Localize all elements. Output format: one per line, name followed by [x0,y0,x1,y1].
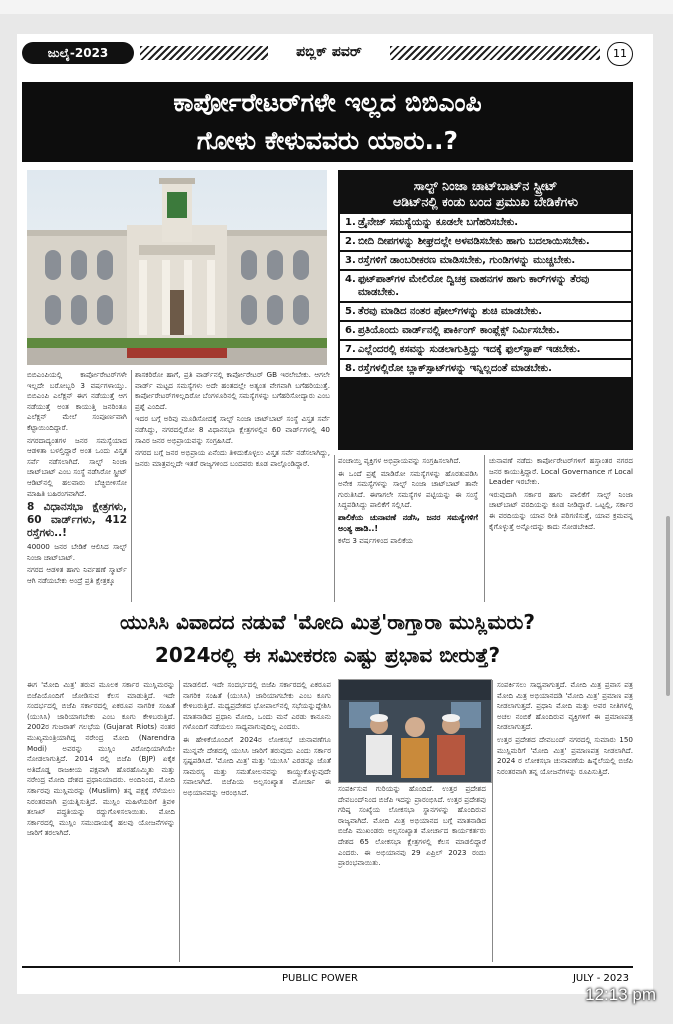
top-status-strip [0,0,673,14]
second-headline [22,606,633,676]
main-headline-line2: ಗೋಳು ಕೇಳುವವರು ಯಾರು..? [196,126,459,155]
demand-item: 5. ತೆರವು ಮಾಡಿದ ನಂತರ ಪೋಲ್‌ಗಳನ್ನು ಶುಚಿ ಮಾಡಬೇಕು. [340,303,631,320]
column-divider [334,455,335,602]
column-divider [484,455,485,602]
article2-paragraph: ಮಾಡಲಿದೆ. ಇದೇ ಸಂದರ್ಭದಲ್ಲಿ ಬಿಜೆಪಿ ಸರ್ಕಾರದಲ್ಲಿ ಏಕರೂಪ ನಾಗರಿಕ ಸಂಹಿತೆ (ಯುಸಿಸಿ) ಜಾರಿಯಾಗಬೇಕು ಎಂಬ ಕೂಗು ಕೇಳಿಬರುತ್ತಿದೆ. ಮಧ್ಯಪ್ರದೇಶದ ಭೋಪಾಲ್‌ನಲ್ಲಿ ಸಭೆಯನ್ನುದ್ದೇಶಿಸಿ ಮಾತನಾಡಿದ ಪ್ರಧಾನಿ ಮೋದಿ, ಒಂದು ಮನೆ ಎರಡು ಕಾನೂನು ಗಳೊಂದಿಗೆ ನಡೆಯಲು ಸಾಧ್ಯವಾಗುವುದಿಲ್ಲ ಎಂದರು. [183,680,331,732]
article1-paragraph: ಪಂಚಾಯ್ತಿ ವ್ಯಕ್ತಿಗಳ ಅಭಿಪ್ರಾಯವನ್ನು ಸಂಗ್ರಹಿಸಲಾಗಿದೆ. [338,456,461,465]
article1-paragraph: ಕಳೆದ 3 ವರ್ಷಗಳಿಂದ ಪಾಲಿಕೆಯ [338,536,414,546]
article1-paragraph: 40000 ಜನರ ಬೇಡಿಕೆ ಆಲಿಸಿದ ಸಾಲ್ಟ್ ನಿಂಜಾ ಚಾಟ್‌ಬಾಟ್. [27,542,127,562]
demands-box-title-line1: ಸಾಲ್ಟ್ ನಿಂಜಾ ಚಾಟ್‌ಬಾಟ್‌ನ ಸ್ಟ್ರೀಟ್ [413,178,558,193]
hatch-decoration-left [140,46,268,60]
article1-column1 [27,370,127,602]
demand-item: 7. ಎಲ್ಲೆಂದರಲ್ಲಿ ಕಸವನ್ನು ಸುಡಲಾಗುತ್ತಿದ್ದು ಇದಕ್ಕೆ ಫುಲ್‌ಸ್ಟಾಪ್ ಇಡಬೇಕು. [340,341,631,358]
page-footer [22,966,633,992]
article2-paragraph: ಸಂಪರ್ಕಿಸಲು ಸಾಧ್ಯವಾಗುತ್ತದೆ. ಮೋದಿ ಮಿತ್ರ ಪ್ರವಾಸ ಪತ್ರ ಮೋದಿ ಮಿತ್ರ ಅಭಿಯಾನದಡಿ 'ಮೋದಿ ಮಿತ್ರ' ಪ್ರಮಾಣ ಪತ್ರ ನೀಡಲಾಗುತ್ತದೆ. ಪ್ರಧಾನಿ ಮೋದಿ ಮತ್ತು ಅವರ ನೀತಿಗಳಲ್ಲಿ ಅಚಲ ನಂಬಿಕೆ ಹೊಂದಿರುವ ವ್ಯಕ್ತಿಗಳಿಗೆ ಈ ಪ್ರಮಾಣಪತ್ರ ನೀಡಲಾಗುತ್ತದೆ. [497,680,633,732]
article1-subhead: ಪಾಲಿಕೆಯ ಚುನಾವಣೆ ನಡೆಸಿ, ಜನರ ಸಮಸ್ಯೆಗಳಿಗೆ ಅಂತ್ಯ ಹಾಡಿ..! [338,512,478,533]
demands-list [340,214,631,377]
article1-paragraph: ಬಿಬಿಎಂಪಿಯಲ್ಲಿ ಕಾರ್ಪೋರೇಟರ್‌ಗಳೇ ಇಲ್ಲದೇ ಬರೋಬ್ಬರಿ 3 ವರ್ಷಗಳಾಯ್ತು. ಬಿಬಿಎಂಪಿ ಎಲೆಕ್ಷನ್ ಈಗ ನಡೆಯುತ್ತೆ ಆಗ ನಡೆಯುತ್ತೆ ಅಂತ ಕಾಯುತ್ತಿ ಜನರಿಂತೂ ಎಲೆಕ್ಷನ್ ಮೇಲೆ ಸಂಪೂರ್ಣವಾಗಿ ಕೆಟ್ಟಾಯಿಂದಿದ್ದಾರೆ. [27,370,127,432]
article1-paragraph: ಇರುವುದಾಗಿ ಸರ್ಕಾರ ಹಾಗು ಪಾಲಿಕೆಗೆ ಸಾಲ್ಟ್ ನಿಂಜಾ ಚಾಟ್‌ಬಾಟ್ ವರದಿಯನ್ನು ಕೂಡ ನೀಡಿದ್ದಾರೆ. ಒಟ್ಟಲ್ಲಿ, ಸರ್ಕಾರ ಈ ವರದಿಯನ್ನು ಯಾವ ರೀತಿ ಪರಿಗಣಿಸುತ್ತೆ, ಯಾವ ಕ್ರಮವನ್ನ ಕೈಗೊಳ್ಳುತ್ತೆ ಅನ್ನೋದನ್ನು ಕಾದು ನೋಡಬೇಕಿದೆ. [489,489,633,531]
footer-date: JULY - 2023 [572,973,629,984]
article1-paragraph: ಶಾಸಕರಿರೋ ಹಾಗೆ, ಪ್ರತಿ ವಾರ್ಡ್‌ನಲ್ಲಿ ಕಾರ್ಪೋರೇಟರ್ GB ಇರಲೇಬೇಕು. ಆಗಲೇ ವಾರ್ಡ್ ಮಟ್ಟದ ಸಮಸ್ಯೆಗಳು ಅದೇ ಹಂತದಲ್ಲೇ ಅತ್ಯಂತ ವೇಗವಾಗಿ ಬಗೆಹರಿಯುತ್ತೆ. ಕಾರ್ಪೋರೇಟರ್‌ಗಳಿಲ್ಲದಿರೋ ಬೆಂಗಳೂರಿನಲ್ಲಿ ಸಮಸ್ಯೆಗಳನ್ನು ಬಗೆಹರಿಸೋದ್ಯಾರು ಎಂಬ ಪ್ರಶ್ನೆ ಎಂದಿದೆ. [135,370,330,411]
article2-column4 [497,680,633,962]
article1-paragraph: ಇದರ ಬಗ್ಗೆ ಅರಿವು ಮೂಡಿಸೋದಕ್ಕೆ ಸಾಲ್ಟ್ ನಿಂಜಾ ಚಾಟ್‌ಬಾಟ್ ಸಂಸ್ಥೆ ವಿಸ್ತೃತ ಸರ್ವೆ ನಡೆಸಿದ್ದು, ನಗರದಲ್ಲಿರೋ 8 ವಿಧಾನಸಭಾ ಕ್ಷೇತ್ರಗಳಲ್ಲಿನ 60 ವಾರ್ಡ್‌ಗಳಲ್ಲಿ 40 ಸಾವಿರ ಜನರ ಅಭಿಪ್ರಾಯವನ್ನು ಸಂಗ್ರಹಿಸಿದೆ. [135,414,330,445]
article2-paragraph: ಈಗ 'ಮೋದಿ ಮಿತ್ರ' ತರುವ ಮೂಲಕ ಸರ್ಕಾರ ಮುಸ್ಲಿಮರನ್ನು ಬಿಜೆಪಿಯೊಂದಿಗೆ ಜೋಡಿಸುವ ಕೆಲಸ ಮಾಡುತ್ತಿದೆ. ಇದೇ ಸಂದರ್ಭದಲ್ಲಿ ಬಿಜೆಪಿ ಸರ್ಕಾರದಲ್ಲಿ ಏಕರೂಪ ನಾಗರಿಕ ಸಂಹಿತೆ (ಯುಸಿಸಿ) ಜಾರಿಯಾಗಬೇಕು ಎಂಬ ಕೂಗು ಕೇಳಿಬರುತ್ತಿದೆ. 2002ರ ಗುಜರಾತ್ ಗಲಭೆಯ (Gujarat Riots) ನಂತರ ಮುಖ್ಯಮಂತ್ರಿಯಾಗಿದ್ದ ನರೇಂದ್ರ ಮೋದಿ (Narendra Modi) ಅವರನ್ನು ಮುಸ್ಲಿಂ ವಿರೋಧಿಯಾಗಿಯೇ ನೋಡಲಾಗುತ್ತಿದೆ. 2014 ರಲ್ಲಿ ಬಿಜೆಪಿ (BJP) ಏಕೈಕ ಅತಿದೊಡ್ಡ ರಾಜಕೀಯ ಪಕ್ಷವಾಗಿ ಹೊರಹೊಮ್ಮಿತು ಮತ್ತು ನರೇಂದ್ರ ಮೋದಿ ದೇಶದ ಪ್ರಧಾನಿಯಾದರು. ಅಂದಿನಿಂದ, ಮೋದಿ ಸರ್ಕಾರವು ಮುಸ್ಲಿಮರನ್ನು (Muslim) ತನ್ನ ಪಕ್ಷಕ್ಕೆ ಸೆಳೆಯಲು ನಿರಂತರವಾಗಿ ಪ್ರಯತ್ನಿಸುತ್ತಿದೆ. ಮುಸ್ಲಿಂ ಮಹಿಳೆಯರಿಗೆ ತ್ರಿವಳಿ ತಲಾಖ್ ಪದ್ಧತಿಯನ್ನು ರದ್ದುಗೊಳಿಸಲಾಯಿತು. ಮೋದಿ ಸರ್ಕಾರದಲ್ಲಿ ಮುಸ್ಲಿಂ ಸಮುದಾಯಕ್ಕೆ ಹಲವು ಯೋಜನೆಗಳನ್ನು ಜಾರಿಗೆ ತರಲಾಗಿದೆ. [27,680,175,838]
demand-item: 6. ಪ್ರತಿಯೊಂದು ವಾರ್ಡ್‌ನಲ್ಲಿ ಪಾರ್ಕಿಂಗ್ ಕಾಂಪ್ಲೆಕ್ಸ್ ನಿರ್ಮಿಸಬೇಕು. [340,322,631,339]
column-divider [131,370,132,602]
modi-meeting-illustration [339,680,491,782]
article1-column2 [135,370,330,602]
demands-box-title [340,172,631,212]
article1-paragraph: ನಗರದ ಬಗ್ಗೆ ಜನರ ಅಭಿಪ್ರಾಯ ಏನೆಂದು ತಿಳಿದುಕೊಳ್ಳಲು ವಿಸ್ತೃತ ಸರ್ವೆ ನಡೆಸಲಾಗಿದ್ದು, ಜನರು ಮಾತ್ರವಲ್ಲದೇ ಇತರೆ ರಾಜ್ಯಗಳಿಂದ ಬಂದವರು ಕೂಡ ಪಾಲ್ಗೊಂಡಿದ್ದಾರೆ. [135,448,330,468]
modi-meeting-photo [338,679,492,783]
article2-paragraph: ಸಂಪರ್ಕಿಸುವ ಗುರಿಯನ್ನು ಹೊಂದಿದೆ. ಉತ್ತರ ಪ್ರದೇಶದ ದೇವಬಂದ್‌ನಿಂದ ಬಿಜೆಪಿ ಇದನ್ನು ಪ್ರಾರಂಭಿಸಿದೆ. ಉತ್ತರ ಪ್ರದೇಶವು ಗರಿಷ್ಠ ಸಂಖ್ಯೆಯ ಲೋಕಸಭಾ ಸ್ಥಾನಗಳನ್ನು ಹೊಂದಿರುವ ರಾಜ್ಯವಾಗಿದೆ. ಮೋದಿ ಮಿತ್ರ ಅಭಿಯಾನದ ಬಗ್ಗೆ ಮಾತನಾಡಿದ ಬಿಜೆಪಿ ಮುಖಂಡರು ಅಲ್ಪಸಂಖ್ಯಾತ ಮೋರ್ಚಾದ ಕಾರ್ಯಕರ್ತರು ದೇಶದ 65 ಲೋಕಸಭಾ ಕ್ಷೇತ್ರಗಳಲ್ಲಿ ಕೆಲಸ ಮಾಡಲಿದ್ದಾರೆ ಎಂದರು. ಈ ಅಭಿಯಾನವು 29 ಏಪ್ರಿಲ್ 2023 ರಂದು ಪ್ರಾರಂಭವಾಯಿತು. [338,784,486,868]
article1-paragraph: ಈ ಒಂದೆ ಪ್ರಶ್ನೆ ಮಾಡಿರೋ ಸಮಸ್ಯೆಗಳನ್ನು ಹೊರತುಪಡಿಸಿ ಅನೇಕ ಸಮಸ್ಯೆಗಳನ್ನು ಸಾಲ್ಟ್ ನಿಂಜಾ ಚಾಟ್‌ಬಾಟ್ ತಾನೇ ಗುರುತಿಸಿದೆ. ಈಗಾಗಲೇ ಸಮಸ್ಯೆಗಳ ಪಟ್ಟಿಯನ್ನು ಈ ಸಂಸ್ಥೆ ಸಿದ್ಧಪಡಿಸಿದ್ದು ಪಾಲಿಕೆಗೆ ಸಲ್ಲಿಸಿದೆ. [338,468,478,510]
page-number: 11 [607,42,633,66]
article2-column3 [338,784,486,962]
demand-item: 2. ಬೀದಿ ದೀಪಗಳನ್ನು ಶೀಘ್ರದಲ್ಲೇ ಅಳವಡಿಸಬೇಕು ಹಾಗು ಬದಲಾಯಿಸಬೇಕು. [340,233,631,250]
publication-title: ಪಬ್ಲಿಕ್ ಪವರ್ [296,44,362,60]
status-time: 12:13 pm [585,985,656,1004]
demands-box [338,170,633,450]
article1-column3 [338,456,478,602]
second-headline-line1: ಯುಸಿಸಿ ವಿವಾದದ ನಡುವೆ 'ಮೋದಿ ಮಿತ್ರ'ರಾಗ್ತಾರಾ ಮುಸ್ಲಿಮರು? [119,610,536,634]
bbmp-building-photo [27,170,327,365]
demand-item: 1. ಡ್ರೈನೇಜ್ ಸಮಸ್ಯೆಯನ್ನು ಕೂಡಲೇ ಬಗೆಹರಿಸಬೇಕು. [340,214,631,231]
second-headline-line2: 2024ರಲ್ಲಿ ಈ ಸಮೀಕರಣ ಎಷ್ಟು ಪ್ರಭಾವ ಬೀರುತ್ತೆ? [154,643,501,667]
article2-paragraph: ಉತ್ತರ ಪ್ರದೇಶದ ದೇವಬಂದ್ ನಗರದಲ್ಲಿ ಸುಮಾರು 150 ಮುಸ್ಲಿಮರಿಗೆ 'ಮೋದಿ ಮಿತ್ರ' ಪ್ರಮಾಣಪತ್ರ ನೀಡಲಾಗಿದೆ. 2024 ರ ಲೋಕಸಭಾ ಚುನಾವಣೆಯ ಹಿನ್ನೆಲೆಯಲ್ಲಿ ಬಿಜೆಪಿ ನಿರಂತರವಾಗಿ ತನ್ನ ಯೋಜನೆಗಳನ್ನು ರೂಪಿಸುತ್ತಿದೆ. [497,734,633,776]
article2-paragraph: ಈ ಹೇಳಿಕೆಯೊಂದಿಗೆ 2024ರ ಲೋಕಸಭೆ ಚುನಾವಣೆಗೂ ಮುನ್ನವೇ ದೇಶದಲ್ಲಿ ಯುಸಿಸಿ ಜಾರಿಗೆ ತರುವುದು ಎಂದು ಸರ್ಕಾರ ಸ್ಪಷ್ಟಪಡಿಸಿದೆ. 'ಮೋದಿ ಮಿತ್ರ' ಮತ್ತು 'ಯುಸಿಸಿ' ಎರಡನ್ನೂ ಜೊತೆ ಸಾಮರಸ್ಯ ಮತ್ತು ಸಮತೋಲನವನ್ನು ಕಾಯ್ದುಕೊಳ್ಳುವುದೇ ಸವಾಲಾಗಿದೆ. ಬಿಜೆಪಿಯ ಅಲ್ಪಸಂಖ್ಯಾತ ಮೋರ್ಚಾ ಈ ಅಭಿಯಾನವನ್ನು ಆರಂಭಿಸಿದೆ. [183,734,331,797]
article1-highlight: 8 ವಿಧಾನಸಭಾ ಕ್ಷೇತ್ರಗಳು, 60 ವಾರ್ಡ್‌ಗಳು, 412 ರಸ್ತೆಗಳು..! [27,501,127,540]
hatch-decoration-right [390,46,600,60]
main-headline [22,82,633,162]
article1-paragraph: ಚುನಾವಣೆ ನಡೆದು ಕಾರ್ಪೋರೇಟರ್‌ಗಳಿಗೆ ಹಸ್ತಾಂತರ ನಗರದ ಜನರ ಕಾಯುತ್ತಿದ್ದಾರೆ. Local Governance ಗೆ Local Leader ಇರಬೇಕು. [489,456,633,487]
masthead [22,40,633,68]
article2-column1 [27,680,175,962]
demand-item: 3. ರಸ್ತೆಗಳಿಗೆ ಡಾಂಬರೀಕರಣ ಮಾಡಿಸಬೇಕು, ಗುಂಡಿಗಳನ್ನು ಮುಚ್ಚಬೇಕು. [340,252,631,269]
article1-paragraph: ನಗರದ ಆಡಳಿತ ಹಾಗು ನಿರ್ವಹಣೆ ಸ್ಮಾರ್ಟ್ ಆಗಿ ನಡೆಯಬೇಕು ಅಂದ್ರೆ ಪ್ರತಿ ಕ್ಷೇತ್ರಕ್ಕೂ [27,565,127,585]
demand-item: 4. ಫುಟ್‌ಪಾತ್‌ಗಳ ಮೇಲಿರೋ ದ್ವಿಚಕ್ರ ವಾಹನಗಳ ಹಾಗು ಕಾರ್‌ಗಳನ್ನು ತೆರವು ಮಾಡಬೇಕು. [340,271,631,301]
main-headline-line1: ಕಾರ್ಪೋರೇಟರ್‌ಗಳೇ ಇಲ್ಲದ ಬಿಬಿಎಂಪಿ [173,88,482,117]
demands-box-title-line2: ಆಡಿಟ್‌ನಲ್ಲಿ ಕಂಡು ಬಂದ ಪ್ರಮುಖ ಬೇಡಿಕೆಗಳು [392,194,579,209]
column-divider [492,680,493,962]
article2-column2 [183,680,331,962]
footer-publication: PUBLIC POWER [282,973,358,984]
issue-month: ಜುಲೈ-2023 [22,42,134,64]
scrollbar[interactable] [666,516,670,696]
demand-item: 8. ರಸ್ತೆಗಳಲ್ಲಿರೋ ಬ್ಲಾಕ್‌ಸ್ಪಾಟ್‌ಗಳನ್ನು ಇನ್ನಿಲ್ಲದಂತೆ ಮಾಡಬೇಕು. [340,360,631,377]
article1-column4 [489,456,633,602]
column-divider [179,680,180,962]
article1-paragraph: ನಗರದಾದ್ಯಂತಗಳ ಜನರ ಸಮಸ್ಯೆಯಾದ ಆಡಳಿತಾ ಬಳಲ್ತಿದ್ದಾರೆ ಅಂತ ಒಂದು ವಿಸ್ತೃತ ಸರ್ವೆ ನಡೆಸಲಾಗಿದೆ. ಸಾಲ್ಟ್ ನಿಂಜಾ ಚಾಟ್‌ಬಾಟ್ ಎಂಬ ಸಂಸ್ಥೆ ನಡೆಸಿರೋ ಸ್ಟ್ರೀಟ್ ಆಡಿಟ್‌ನಲ್ಲಿ ಹಲವಾರು ಬೆಚ್ಚಿಬೀಳಿಸೋ ಮಾಹಿತಿ ಬಹಿರಂಗವಾಗಿದೆ. [27,435,127,498]
bbmp-building-illustration [27,170,327,365]
